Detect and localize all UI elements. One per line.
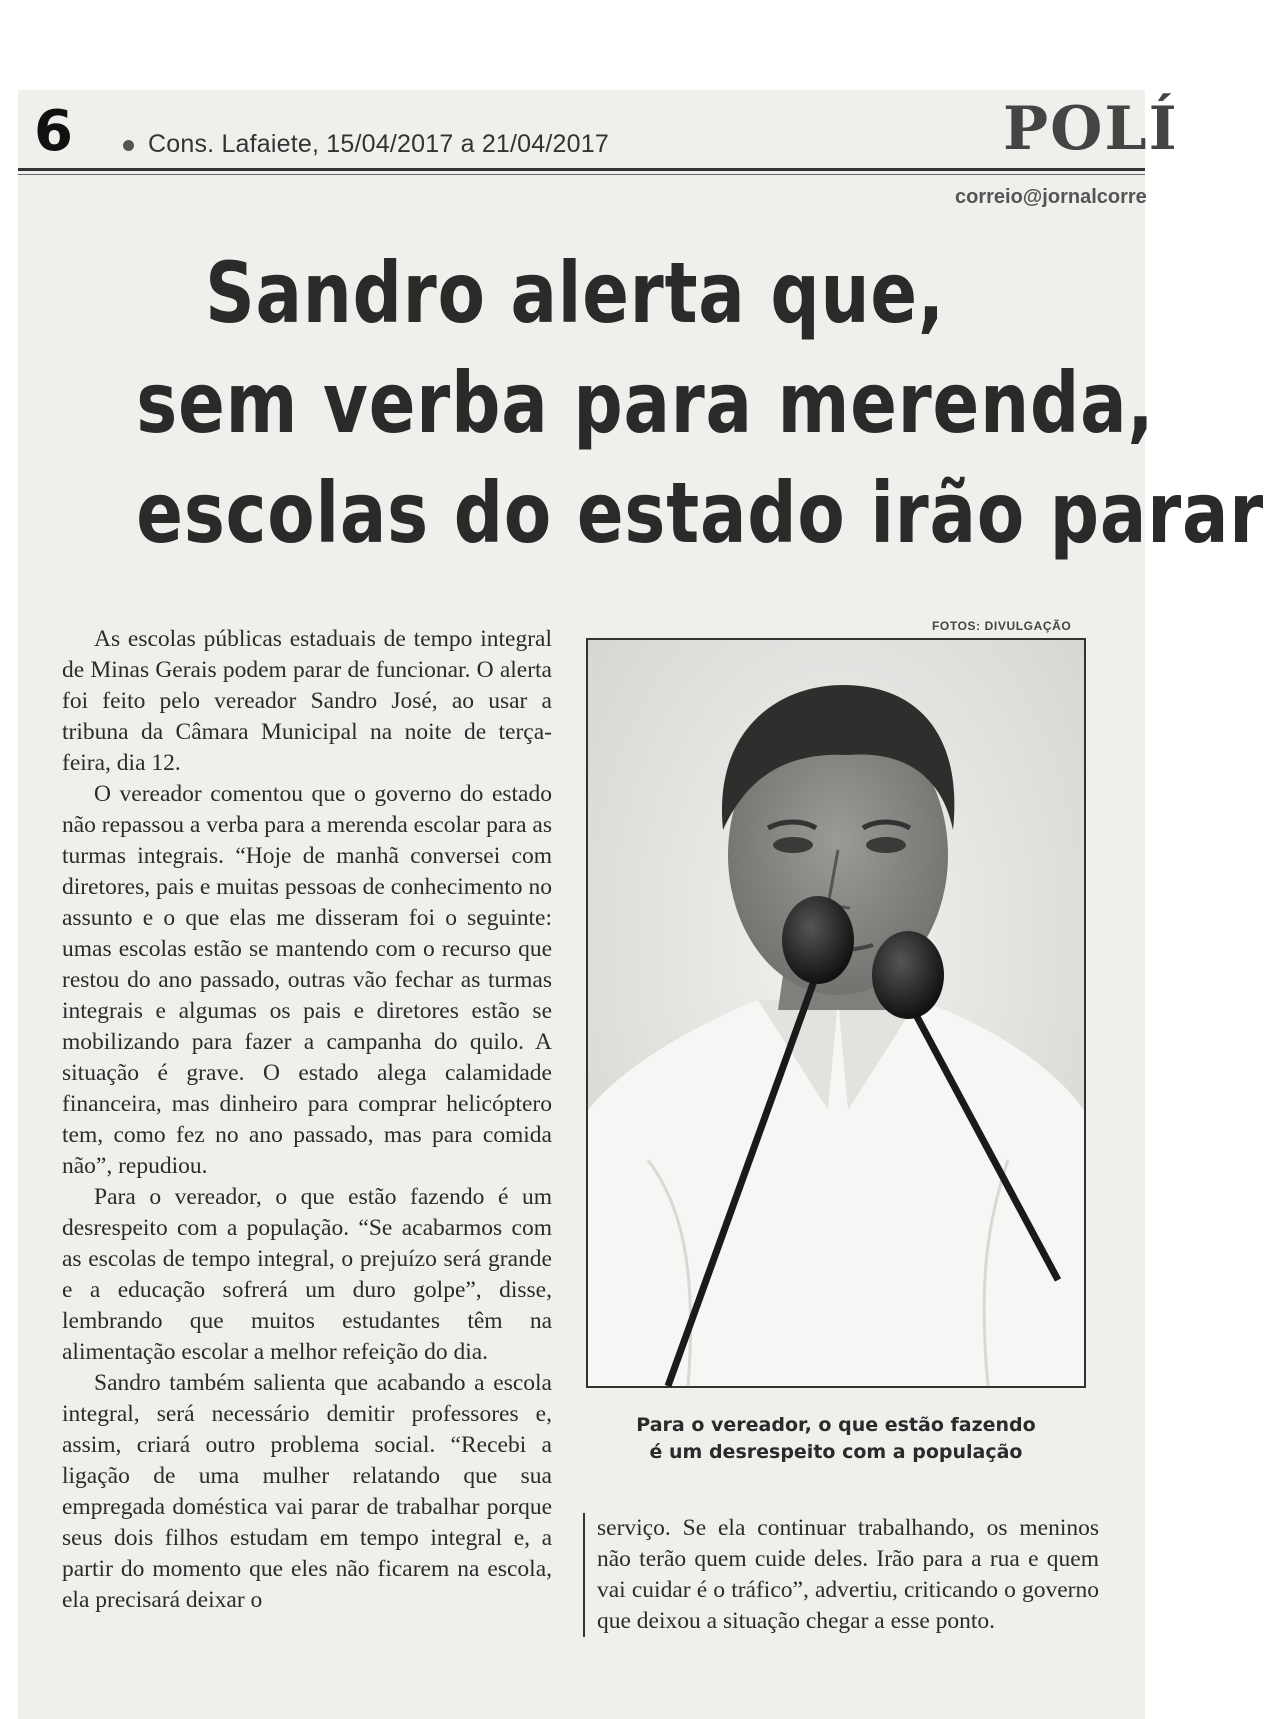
headline-line-3: escolas do estado irão parar xyxy=(136,464,1264,562)
article-paragraph: Sandro também salienta que acabando a escola integral, será necessário demitir professores e, assim, criará outro problema social. “Recebi a ligação de uma mulher relatando que sua empregada doméstica vai parar de trabalhar porque seus dois filhos estudam em tempo integral e, a partir do momento que eles não ficarem na escola, ela precisará deixar o xyxy=(62,1370,552,1613)
section-title xyxy=(995,94,1179,164)
bullet-icon xyxy=(123,140,134,151)
photo-caption-line-1: Para o vereador, o que estão fazendo xyxy=(636,1414,1036,1436)
article-paragraph: O vereador comentou que o governo do estado não repassou a verba para a merenda escolar para as turmas integrais. “Hoje de manhã conversei com diretores, pais e muitas pessoas de conhecimento no assunto e o que elas me disseram foi o seguinte: umas escolas estão se mantendo com o recurso que restou do ano passado, outras vão fechar as turmas integrais e algumas os pais e diretores estão se mobilizando para fazer a campanha do quilo. A situação é grave. O estado alega calamidade financeira, mas dinheiro para comprar helicóptero tem, como fez no ano passado, mas para comida não”, repudiou. xyxy=(62,781,552,1179)
article-paragraph: As escolas públicas estaduais de tempo integral de Minas Gerais podem parar de funcionar. O alerta foi feito pelo vereador Sandro José, ao usar a tribuna da Câmara Municipal na noite de terça-feira, dia 12. xyxy=(62,626,552,776)
photo-caption xyxy=(586,1412,1086,1466)
section-title-text: POLÍ xyxy=(1003,94,1179,164)
article-paragraph: serviço. Se ela continuar trabalhando, os meninos não terão quem cuide deles. Irão para a rua e quem vai cuidar é o tráfico”, advertiu, criticando o governo que deixou a situação chegar a esse ponto. xyxy=(597,1515,1099,1634)
header-rule xyxy=(18,168,1145,171)
article-column-1 xyxy=(62,624,552,1616)
contact-email-text: correio@jornalcorre xyxy=(955,186,1147,208)
article-paragraph: Para o vereador, o que estão fazendo é um desrespeito com a população. “Se acabarmos com as escolas de tempo integral, o prejuízo será grande e a educação sofrerá um duro golpe”, disse, lembrando que muitos estudantes têm na alimentação escolar a melhor refeição do dia. xyxy=(62,1184,552,1365)
article-photo xyxy=(586,638,1086,1388)
headline-line-2: sem verba para merenda, xyxy=(136,354,1155,452)
contact-email xyxy=(945,184,1145,212)
headline xyxy=(136,238,1264,568)
page-number: 6 xyxy=(34,99,73,164)
headline-line-1: Sandro alerta que, xyxy=(205,244,945,342)
issue-dateline: Cons. Lafaiete, 15/04/2017 a 21/04/2017 xyxy=(148,130,609,158)
article-column-2 xyxy=(583,1513,1099,1637)
photo-credit: FOTOS: DIVULGAÇÃO xyxy=(932,619,1072,633)
photo-caption-line-2: é um desrespeito com a população xyxy=(649,1441,1023,1463)
header-rule-thin xyxy=(18,174,1145,175)
photo-portrait-image xyxy=(588,640,1084,1386)
